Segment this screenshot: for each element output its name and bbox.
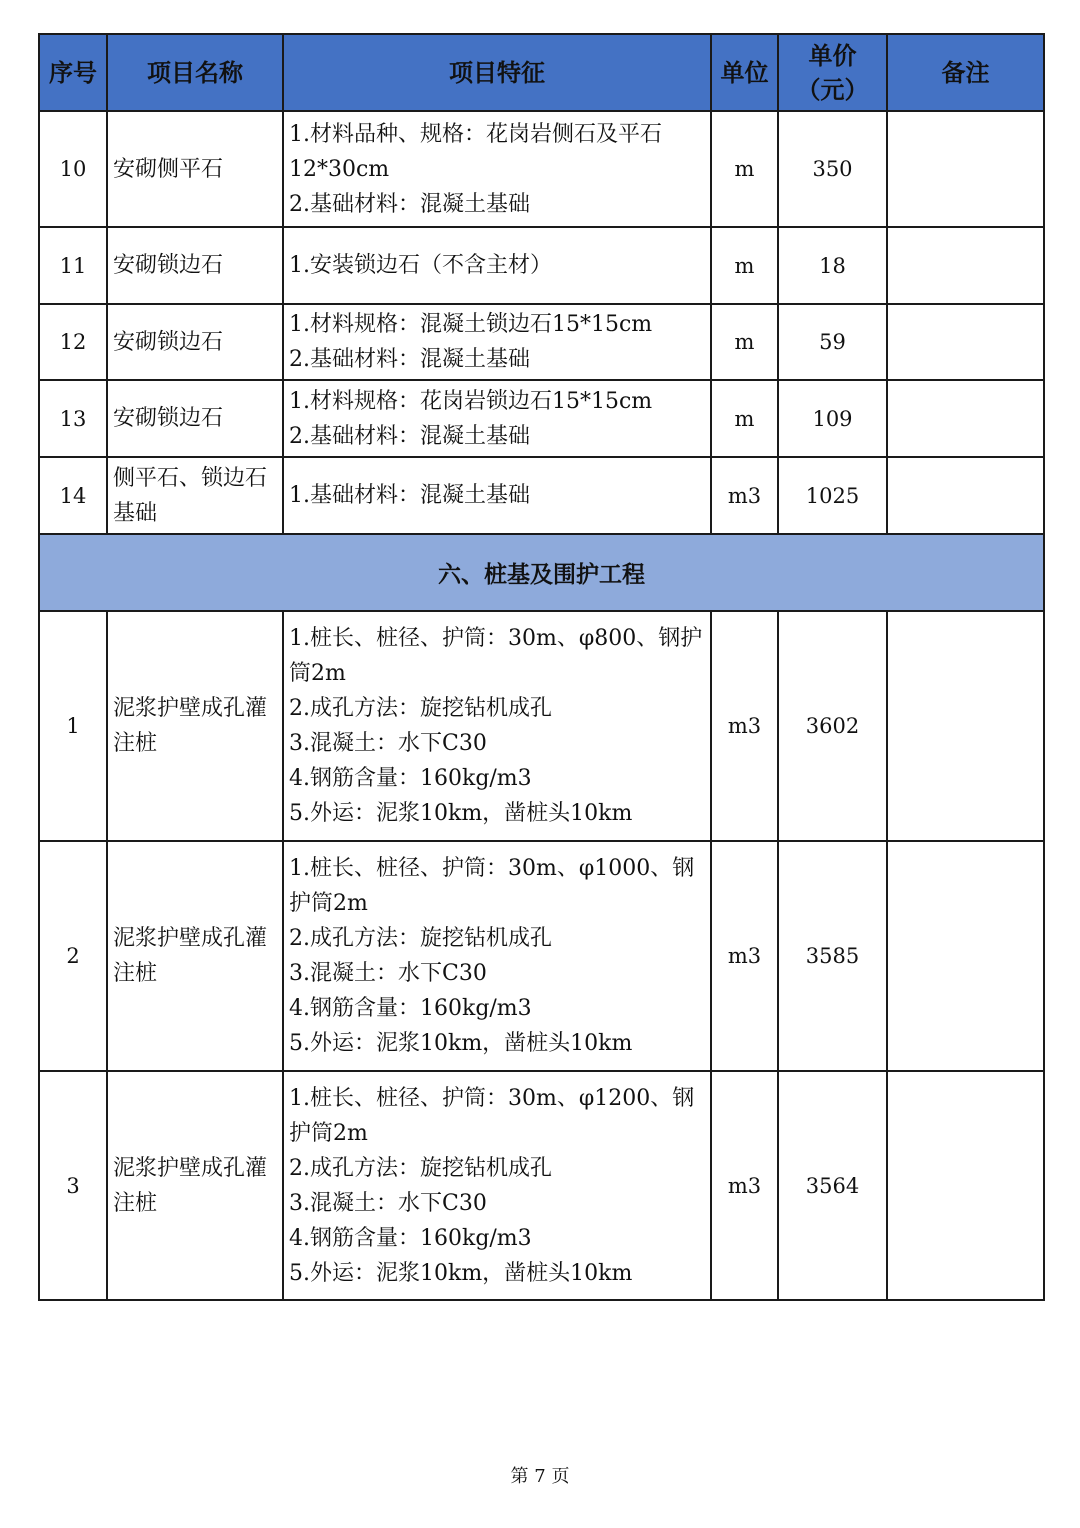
feature-line: 1.材料规格：混凝土锁边石15*15cm [289,312,653,337]
remark [887,304,1044,380]
table-row [39,1071,1044,1300]
feature-line: 1.桩长、桩径、护筒：30m、φ1000、钢护筒2m [289,856,695,916]
unit-price: 350 [778,111,887,227]
feature-line: 4.钢筋含量：160kg/m3 [289,1225,532,1251]
feature-line: 1.安装锁边石（不含主材） [289,253,552,278]
feature-line: 1.桩长、桩径、护筒：30m、φ800、钢护筒2m [289,626,703,686]
unit-price: 3564 [778,1071,887,1300]
header-remark: 备注 [887,34,1044,111]
feature-line: 2.成孔方法：旋挖钻机成孔 [289,926,552,951]
row-number: 2 [39,841,107,1071]
table-row [39,227,1044,304]
unit-price: 59 [778,304,887,380]
row-number: 13 [39,380,107,457]
unit: m [711,380,778,457]
section-title: 六、桩基及围护工程 [39,534,1044,611]
feature-line: 1.材料品种、规格：花岗岩侧石及平石12*30cm [289,121,662,182]
table-row [39,304,1044,380]
row-number: 1 [39,611,107,841]
item-features [283,304,711,380]
feature-line: 3.混凝土：水下C30 [289,961,487,986]
remark [887,1071,1044,1300]
header-unit: 单位 [711,34,778,111]
header-price-line1: 单价 [808,40,857,70]
feature-line: 4.钢筋含量：160kg/m3 [289,996,532,1021]
remark [887,227,1044,304]
remark [887,841,1044,1071]
price-table [38,33,1045,1301]
page-number: 第 7 页 [510,1466,570,1487]
table-body-top [39,111,1044,534]
feature-line: 2.基础材料：混凝土基础 [289,347,530,372]
remark [887,611,1044,841]
section-body [39,534,1044,611]
item-name: 侧平石、锁边石基础 [107,457,283,534]
feature-line: 5.外运：泥浆10km，凿桩头10km [289,801,633,826]
header-no: 序号 [39,34,107,111]
item-features [283,611,711,841]
feature-line: 2.基础材料：混凝土基础 [289,423,530,449]
unit: m [711,227,778,304]
row-number: 3 [39,1071,107,1300]
feature-line: 2.基础材料：混凝土基础 [289,191,530,217]
row-number: 14 [39,457,107,534]
unit: m3 [711,841,778,1071]
header-price-line2: （元） [796,74,869,104]
header-name: 项目名称 [107,34,283,111]
feature-line: 1.基础材料：混凝土基础 [289,483,530,508]
table-row [39,111,1044,227]
item-name: 泥浆护壁成孔灌注桩 [107,1071,283,1300]
feature-line: 3.混凝土：水下C30 [289,1190,487,1216]
item-name: 安砌锁边石 [107,304,283,380]
item-name: 安砌锁边石 [107,227,283,304]
remark [887,111,1044,227]
header-row [39,34,1044,111]
row-number: 11 [39,227,107,304]
unit: m3 [711,457,778,534]
unit-price: 3585 [778,841,887,1071]
item-features [283,457,711,534]
feature-line: 1.桩长、桩径、护筒：30m、φ1200、钢护筒2m [289,1085,695,1146]
item-name: 安砌侧平石 [107,111,283,227]
table-row [39,611,1044,841]
table-row [39,380,1044,457]
feature-line: 5.外运：泥浆10km，凿桩头10km [289,1260,633,1286]
feature-line: 4.钢筋含量：160kg/m3 [289,766,532,791]
item-name: 泥浆护壁成孔灌注桩 [107,611,283,841]
item-name: 泥浆护壁成孔灌注桩 [107,841,283,1071]
row-number: 12 [39,304,107,380]
unit-price: 3602 [778,611,887,841]
row-number: 10 [39,111,107,227]
item-features [283,227,711,304]
header-features: 项目特征 [283,34,711,111]
item-features [283,841,711,1071]
item-name: 安砌锁边石 [107,380,283,457]
unit: m [711,111,778,227]
table-row [39,457,1044,534]
feature-line: 2.成孔方法：旋挖钻机成孔 [289,1155,552,1181]
item-features [283,111,711,227]
remark [887,457,1044,534]
unit-price: 18 [778,227,887,304]
unit: m3 [711,1071,778,1300]
unit-price: 109 [778,380,887,457]
feature-line: 3.混凝土：水下C30 [289,731,487,756]
item-features [283,1071,711,1300]
unit: m3 [711,611,778,841]
unit: m [711,304,778,380]
section-row [39,534,1044,611]
item-features [283,380,711,457]
feature-line: 2.成孔方法：旋挖钻机成孔 [289,696,552,721]
remark [887,380,1044,457]
feature-line: 5.外运：泥浆10km，凿桩头10km [289,1031,633,1056]
unit-price: 1025 [778,457,887,534]
feature-line: 1.材料规格：花岗岩锁边石15*15cm [289,388,653,414]
header-price [778,34,887,111]
table-row [39,841,1044,1071]
table-body-bottom [39,611,1044,1300]
